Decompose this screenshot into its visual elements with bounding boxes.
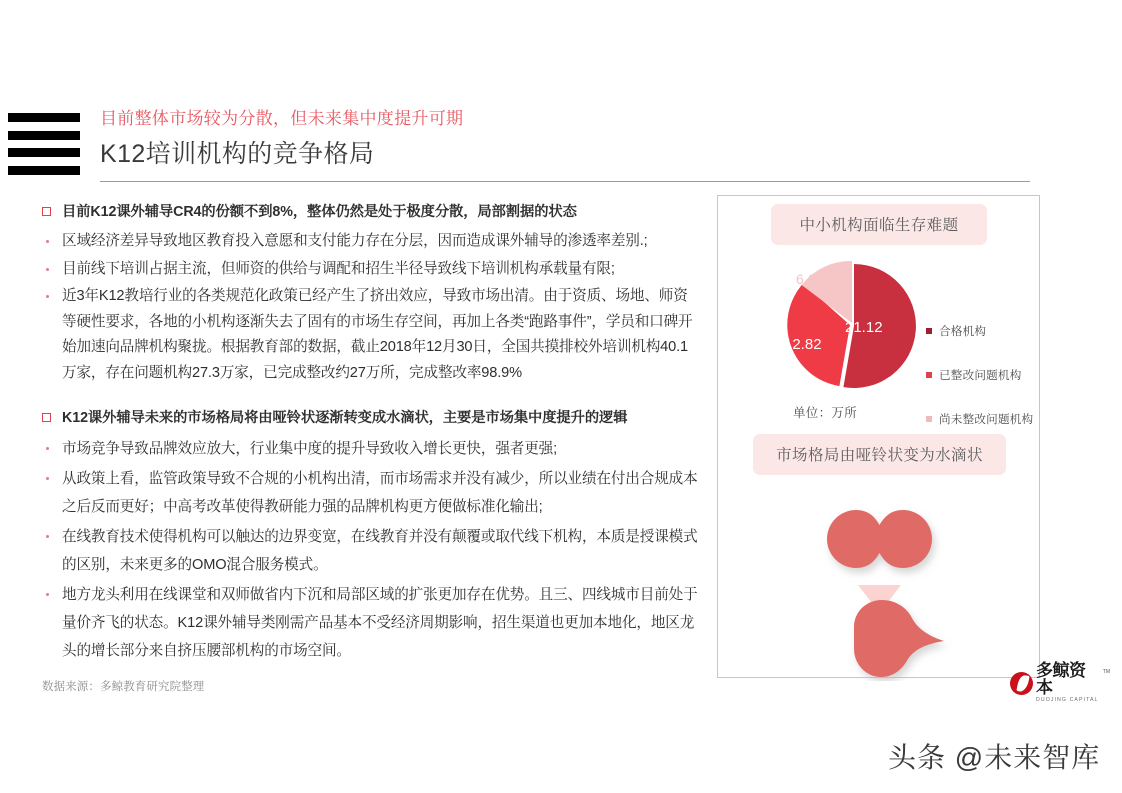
diagram-title-banner: 市场格局由哑铃状变为水滴状 [753,434,1006,475]
header-text-group [100,108,1000,172]
pie-chart [718,251,1041,426]
content-block-1 [42,202,702,386]
whale-logo-icon [1010,672,1033,695]
list-item [42,229,702,255]
legend-label: 已整改问题机构 [939,369,1022,382]
dumbbell-shape [827,510,932,568]
page-title: K12培训机构的竞争格局 [100,140,375,168]
legend-label: 合格机构 [939,325,987,338]
list-item-text: 地方龙头利用在线课堂和双师做省内下沉和局部区域的扩张更加存在优势。且三、四线城市目前处于量价齐飞的状态。K12课外辅导类刚需产品基本不受经济周期影响，招生渠道也更加本地化，地区龙头的增长部分来自挤压腰部机构的市场空间。 [62,587,698,659]
pie-label-rectified: 12.82 [784,336,822,353]
logo-trademark: TM [1102,669,1110,675]
legend-item [926,411,1033,427]
list-item [42,284,702,386]
right-figure-panel [717,195,1040,678]
legend-swatch-qualified [926,328,932,334]
list-item [42,257,702,283]
list-item [42,523,702,579]
dot-bullet-icon [46,268,49,271]
header-bar-1 [8,113,80,122]
logo-text-group [1036,662,1100,703]
block-heading-row [42,408,702,428]
dot-bullet-icon [46,240,49,243]
slide-kicker: 目前整体市场较为分散，但未来集中度提升可期 [100,109,464,128]
header-bar-2 [8,131,80,140]
list-item [42,465,702,521]
pie-unit-label: 单位：万所 [793,406,858,420]
list-item-text: 区域经济差异导致地区教育投入意愿和支付能力存在分层，因而造成课外辅导的渗透率差别.; [62,233,648,249]
logo-name-cn: 多鲸资本 [1036,661,1086,698]
list-item [42,435,702,463]
list-item-text: 目前线下培训占据主流，但师资的供给与调配和招生半径导致线下培训机构承载量有限; [62,260,615,277]
square-bullet-icon [42,413,51,422]
shape-transition-diagram [718,481,1041,681]
dot-bullet-icon [46,295,49,298]
header-bar-3 [8,148,80,157]
waterdrop-shape [854,600,944,677]
content-block-2 [42,408,702,665]
list-item [42,581,702,665]
chart-legend [926,323,1033,427]
block-heading: 目前K12课外辅导CR4的份额不到8%，整体仍然是处于极度分散，局部割据的状态 [62,204,577,220]
pie-label-pending: 6.16 [796,271,824,287]
header-bars-icon [8,113,80,175]
dot-bullet-icon [46,447,49,450]
header-bar-4 [8,166,80,175]
watermark: 头条 @未来智库 [888,742,1101,773]
square-bullet-icon [42,207,51,216]
logo-name-en: DUOJING CAPITAL [1036,697,1099,704]
list-item-text: 近3年K12教培行业的各类规范化政策已经产生了挤出效应，导致市场出清。由于资质、场地、师资等硬性要求，各地的小机构逐渐失去了固有的市场生存空间，再加上各类“跑路事件”，学员和口碑开始加速向品牌机构聚拢。根据教育部的数据，截止2018年12月30日，全国共摸排校外培训机构40.1万家，存在问题机构27.3万家，已完成整改约27万所，完成整改率98.9% [62,288,693,381]
company-logo [1010,661,1110,704]
dot-bullet-icon [46,593,49,596]
shape-diagram-svg [718,481,1041,681]
source-note: 数据来源：多鲸教育研究院整理 [42,681,205,693]
dot-bullet-icon [46,477,49,480]
legend-swatch-rectified [926,372,932,378]
list-item-text: 市场竞争导致品牌效应放大，行业集中度的提升导致收入增长更快，强者更强; [62,441,557,457]
list-item-text: 在线教育技术使得机构可以触达的边界变宽，在线教育并没有颠覆或取代线下机构，本质是授课模式的区别，未来更多的OMO混合服务模式。 [62,529,698,573]
pie-label-qualified: 21.12 [845,319,883,336]
legend-swatch-pending [926,416,932,422]
legend-item [926,367,1033,383]
legend-item [926,323,1033,339]
dot-bullet-icon [46,535,49,538]
block-heading: K12课外辅导未来的市场格局将由哑铃状逐渐转变成水滴状，主要是市场集中度提升的逻辑 [62,410,628,426]
content-column [42,202,702,669]
chart-title-banner: 中小机构面临生存难题 [771,204,987,245]
legend-label: 尚未整改问题机构 [939,413,1034,426]
title-divider [100,181,1030,182]
block-heading-row [42,202,702,222]
list-item-text: 从政策上看，监管政策导致不合规的小机构出清，而市场需求并没有减少，所以业绩在付出合规成本之后反而更好；中高考改革使得教研能力强的品牌机构更方便做标准化输出; [62,471,698,515]
